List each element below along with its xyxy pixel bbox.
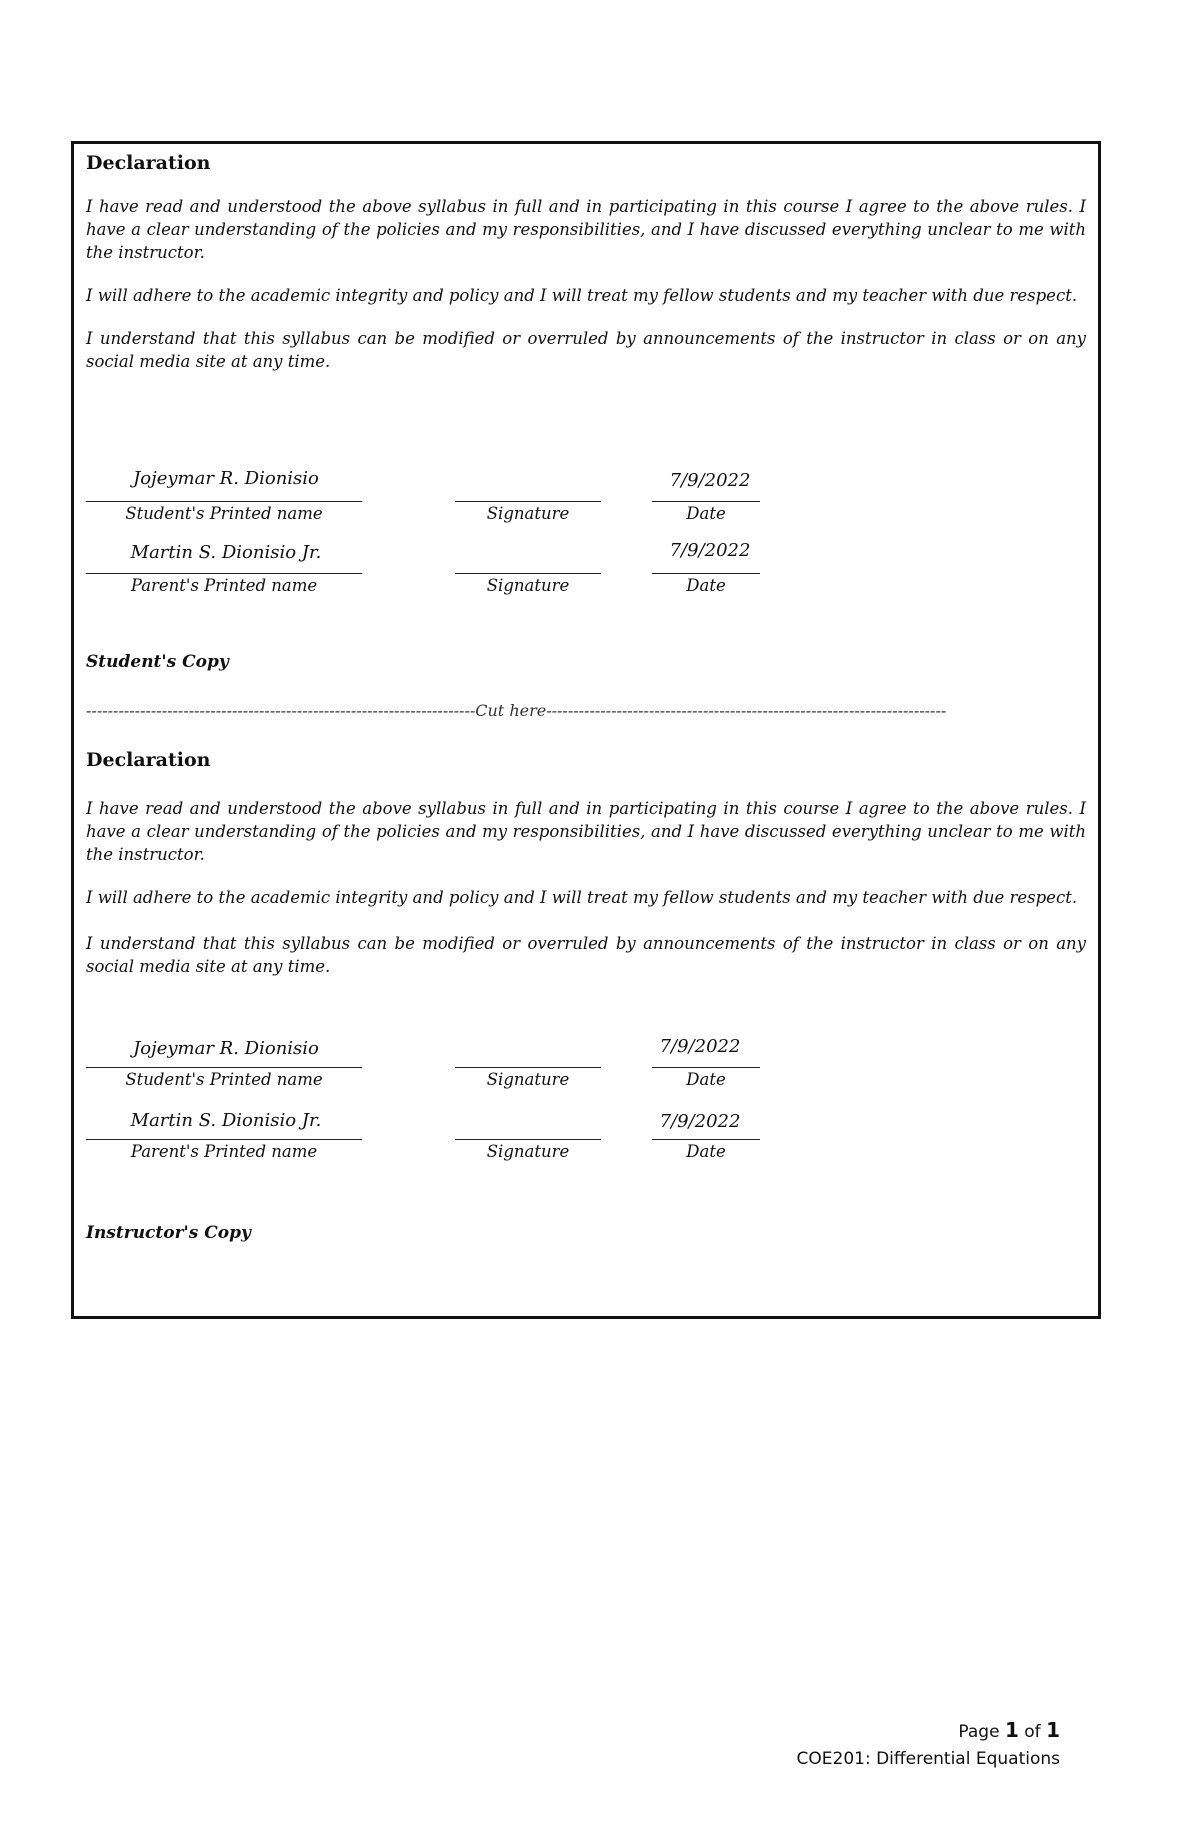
cut-here-line [86,701,1086,720]
declaration-paragraph-3-copy: I understand that this syllabus can be modified or overruled by announcements of the instructor in class or on any social media site at any time. [86,934,1086,976]
declaration-paragraph-1-copy: I have read and understood the above syllabus in full and in participating in this course I agree to the above rules. I have a clear understanding of the policies and my responsibilities, and I have discussed everything unclear to me with the instructor. [86,799,1086,864]
student-signature-label: Signature [486,504,570,523]
parent-printed-name: Martin S. Dionisio Jr. [130,542,322,563]
student-date-line-copy [652,1067,760,1068]
student-date-label-copy: Date [686,1070,726,1089]
declaration-paragraph-1: I have read and understood the above syllabus in full and in participating in this course I agree to the above rules. I have a clear understanding of the policies and my responsibilities, and I have discussed everything unclear to me with the instructor. [86,197,1086,262]
student-date: 7/9/2022 [669,470,751,491]
declaration-paragraph-2-copy: I will adhere to the academic integrity and policy and I will treat my fellow students and my teacher with due respect. [86,888,1078,907]
page-total: 1 [1046,1718,1060,1742]
student-printed-name: Jojeymar R. Dionisio [133,468,319,489]
page-number [958,1718,1060,1742]
student-copy-label: Student's Copy [86,652,229,672]
parent-date: 7/9/2022 [669,540,751,561]
parent-signature-line [455,573,601,574]
parent-name-line [86,573,362,574]
page-prefix: Page [958,1722,1000,1742]
student-date-label: Date [686,504,726,523]
declaration-title-2: Declaration [86,749,211,771]
parent-signature-label-copy: Signature [486,1142,570,1161]
parent-printed-name-label: Parent's Printed name [130,576,318,595]
parent-signature-line-copy [455,1139,601,1140]
student-printed-name-label: Student's Printed name [125,504,323,523]
student-date-copy: 7/9/2022 [659,1036,741,1057]
student-signature-line-copy [455,1067,601,1068]
parent-date-label: Date [686,576,726,595]
student-date-line [652,501,760,502]
page-of: of [1024,1722,1041,1742]
parent-date-label-copy: Date [686,1142,726,1161]
instructor-copy-label: Instructor's Copy [86,1223,251,1243]
parent-date-line-copy [652,1139,760,1140]
cut-dashes-left: ------------------------------------------------------------------------ [86,701,476,720]
student-signature-line [455,501,601,502]
parent-signature-label: Signature [486,576,570,595]
declaration-paragraph-3: I understand that this syllabus can be modified or overruled by announcements of the instructor in class or on any social media site at any time. [86,329,1086,371]
parent-date-copy: 7/9/2022 [659,1111,741,1132]
parent-date-line [652,573,760,574]
parent-printed-name-label-copy: Parent's Printed name [130,1142,318,1161]
parent-printed-name-copy: Martin S. Dionisio Jr. [130,1110,322,1131]
student-signature-label-copy: Signature [486,1070,570,1089]
cut-dashes-right: -------------------------------------------------------------------------- [546,701,947,720]
student-printed-name-label-copy: Student's Printed name [125,1070,323,1089]
declaration-paragraph-2: I will adhere to the academic integrity and policy and I will treat my fellow students and my teacher with due respect. [86,286,1078,305]
declaration-title: Declaration [86,152,211,174]
student-name-line-copy [86,1067,362,1068]
cut-here-text: Cut here [475,701,547,720]
student-printed-name-copy: Jojeymar R. Dionisio [133,1038,319,1059]
page-current: 1 [1004,1718,1019,1742]
parent-name-line-copy [86,1139,362,1140]
student-name-line [86,501,362,502]
course-footer: COE201: Differential Equations [796,1749,1060,1769]
